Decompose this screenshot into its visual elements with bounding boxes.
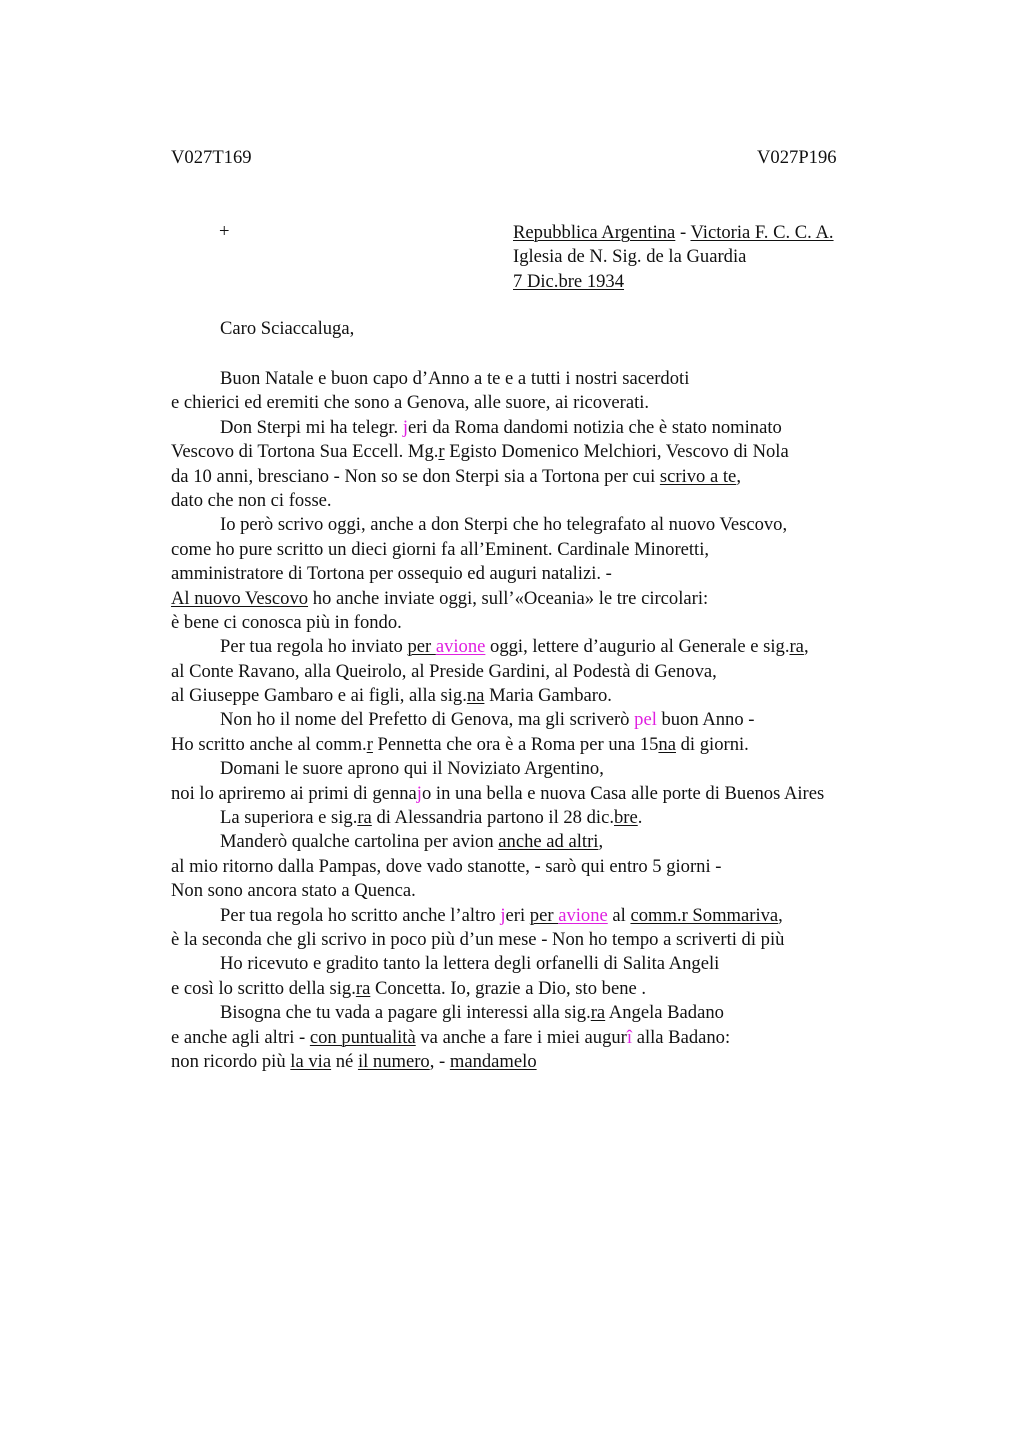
text-segment: eri da Roma dandomi notizia che è stato nominato xyxy=(407,416,782,438)
underlined-text: Al nuovo Vescovo xyxy=(171,587,309,609)
underlined-text: ra xyxy=(789,636,804,658)
body-line xyxy=(171,367,824,391)
cross-symbol: + xyxy=(219,221,230,242)
body-line xyxy=(171,660,824,684)
body-line xyxy=(171,416,824,440)
body-line xyxy=(171,440,824,464)
text-segment: , - xyxy=(429,1050,450,1072)
body-line xyxy=(171,757,824,781)
body-line xyxy=(171,928,824,952)
body-line xyxy=(171,855,824,879)
body-line xyxy=(171,806,824,830)
text-segment: buon Anno - xyxy=(656,709,755,731)
body-line xyxy=(171,489,824,513)
text-segment: Angela Badano xyxy=(605,1002,724,1024)
body-line xyxy=(171,1026,824,1050)
text-segment: Don Sterpi mi ha telegr. xyxy=(220,416,403,438)
body-line xyxy=(171,1001,824,1025)
body-line xyxy=(171,465,824,489)
text-segment: amministratore di Tortona per ossequio ed auguri natalizi. - xyxy=(171,563,612,585)
text-segment: di Alessandria partono il 28 dic. xyxy=(371,807,614,829)
text-segment: e anche agli altri - xyxy=(171,1026,310,1048)
underlined-text: ra xyxy=(357,807,372,829)
text-segment: Maria Gambaro. xyxy=(484,685,612,707)
text-segment: noi lo apriremo ai primi di genna xyxy=(171,782,417,804)
text-segment: Domani le suore aprono qui il Noviziato Argentino, xyxy=(220,758,604,780)
body-line xyxy=(171,587,824,611)
text-segment: . xyxy=(637,807,643,829)
text-segment: , xyxy=(803,636,809,658)
underlined-text: na xyxy=(658,733,676,755)
text-segment: Ho scritto anche al comm. xyxy=(171,733,367,755)
header-line xyxy=(513,245,834,269)
body-line xyxy=(171,1050,824,1074)
body-line xyxy=(171,513,824,537)
highlighted-text: î xyxy=(626,1026,633,1048)
text-segment: Per tua regola ho scritto anche l’altro xyxy=(220,904,501,926)
text-segment: al Conte Ravano, alla Queirolo, al Preside Gardini, al Podestà di Genova, xyxy=(171,660,717,682)
body-line xyxy=(171,611,824,635)
text-segment: Non sono ancora stato a Quenca. xyxy=(171,880,416,902)
text-segment: non ricordo più xyxy=(171,1050,291,1072)
text-segment: Bisogna che tu vada a pagare gli interessi alla sig. xyxy=(220,1002,591,1024)
body-line xyxy=(171,733,824,757)
text-segment: La superiora e sig. xyxy=(220,807,358,829)
underlined-text: na xyxy=(466,685,485,707)
underlined-text: per xyxy=(529,904,559,926)
body-line xyxy=(171,708,824,732)
text-segment: Iglesia de N. Sig. de la Guardia xyxy=(513,246,747,268)
body-line xyxy=(171,635,824,659)
body-line xyxy=(171,830,824,854)
letter-body xyxy=(171,367,824,1074)
text-segment: Pennetta che ora è a Roma per una 15 xyxy=(372,733,659,755)
text-segment: Buon Natale e buon capo d’Anno a te e a tutti i nostri sacerdoti xyxy=(220,368,690,389)
underlined-text: avione xyxy=(558,904,608,926)
underlined-text: anche ad altri xyxy=(498,831,599,853)
underlined-text: per xyxy=(407,636,436,658)
document-code-right: V027P196 xyxy=(757,147,837,168)
underlined-text: la via xyxy=(290,1050,332,1072)
text-segment: da 10 anni, bresciano - Non so se don Sterpi sia a Tortona per cui xyxy=(171,465,660,487)
text-segment: - xyxy=(675,222,691,243)
text-segment: Vescovo di Tortona Sua Eccell. Mg. xyxy=(171,441,439,463)
underlined-text: r xyxy=(366,733,373,755)
underlined-text: con puntualità xyxy=(309,1026,416,1048)
text-segment: ho anche inviate oggi, sull’«Oceania» le tre circolari: xyxy=(308,587,709,609)
letter-header-block xyxy=(513,221,834,294)
text-segment: Per tua regola ho inviato xyxy=(220,636,408,658)
text-segment: Manderò qualche cartolina per avion xyxy=(220,831,499,853)
highlighted-text: j xyxy=(416,782,422,804)
body-line xyxy=(171,538,824,562)
text-segment: oggi, lettere d’augurio al Generale e sig. xyxy=(485,636,790,658)
text-segment: al xyxy=(607,904,631,926)
underlined-text: il numero xyxy=(357,1050,430,1072)
highlighted-text: j xyxy=(500,904,506,926)
document-code-left: V027T169 xyxy=(171,147,252,168)
underlined-text: Victoria F. C. C. A. xyxy=(690,222,834,243)
underlined-text: comm.r Sommariva xyxy=(630,904,779,926)
underlined-text: mandamelo xyxy=(449,1050,537,1072)
underlined-text: Repubblica Argentina xyxy=(513,222,676,243)
body-line xyxy=(171,977,824,1001)
salutation: Caro Sciaccaluga, xyxy=(220,318,355,339)
underlined-text: 7 Dic.bre 1934 xyxy=(513,270,625,292)
text-segment: Non ho il nome del Prefetto di Genova, ma gli scriverò xyxy=(220,709,635,731)
body-line xyxy=(171,391,824,415)
text-segment: Concetta. Io, grazie a Dio, sto bene . xyxy=(370,977,647,999)
text-segment: , xyxy=(598,831,604,853)
body-line xyxy=(171,782,824,806)
underlined-text: bre xyxy=(614,807,638,829)
body-line xyxy=(171,684,824,708)
highlighted-text: pel xyxy=(634,709,657,731)
text-segment: è bene ci conosca più in fondo. xyxy=(171,611,402,633)
text-segment: va anche a fare i miei augur xyxy=(415,1026,627,1048)
text-segment: è la seconda che gli scrivo in poco più d’un mese - Non ho tempo a scriverti di più xyxy=(171,928,785,950)
text-segment: come ho pure scritto un dieci giorni fa all’Eminent. Cardinale Minoretti, xyxy=(171,538,710,560)
body-line xyxy=(171,904,824,928)
text-segment: eri xyxy=(505,904,530,926)
header-line xyxy=(513,221,834,245)
header-line xyxy=(513,270,834,294)
text-segment: di giorni. xyxy=(675,733,749,755)
body-line xyxy=(171,562,824,586)
highlighted-text: j xyxy=(402,416,408,438)
text-segment: Egisto Domenico Melchiori, Vescovo di Nola xyxy=(444,441,789,463)
text-segment: alla Badano: xyxy=(632,1026,731,1048)
text-segment: e così lo scritto della sig. xyxy=(171,977,356,999)
text-segment: , xyxy=(778,904,783,926)
text-segment: dato che non ci fosse. xyxy=(171,489,332,511)
text-segment: al Giuseppe Gambaro e ai figli, alla sig. xyxy=(171,685,467,707)
text-segment: e chierici ed eremiti che sono a Genova, alle suore, ai ricoverati. xyxy=(171,392,650,414)
body-line xyxy=(171,952,824,976)
text-segment: o in una bella e nuova Casa alle porte di Buenos Aires xyxy=(421,782,825,804)
text-segment: al mio ritorno dalla Pampas, dove vado stanotte, - sarò qui entro 5 giorni - xyxy=(171,855,722,877)
underlined-text: ra xyxy=(590,1002,606,1024)
text-segment: , xyxy=(736,465,741,487)
underlined-text: avione xyxy=(435,636,486,658)
underlined-text: r xyxy=(438,441,445,463)
body-line xyxy=(171,879,824,903)
text-segment: Io però scrivo oggi, anche a don Sterpi che ho telegrafato al nuovo Vescovo, xyxy=(220,514,788,536)
text-segment: Ho ricevuto e gradito tanto la lettera degli orfanelli di Salita Angeli xyxy=(220,953,720,975)
underlined-text: scrivo a te xyxy=(659,465,737,487)
text-segment: né xyxy=(331,1050,358,1072)
underlined-text: ra xyxy=(355,977,371,999)
